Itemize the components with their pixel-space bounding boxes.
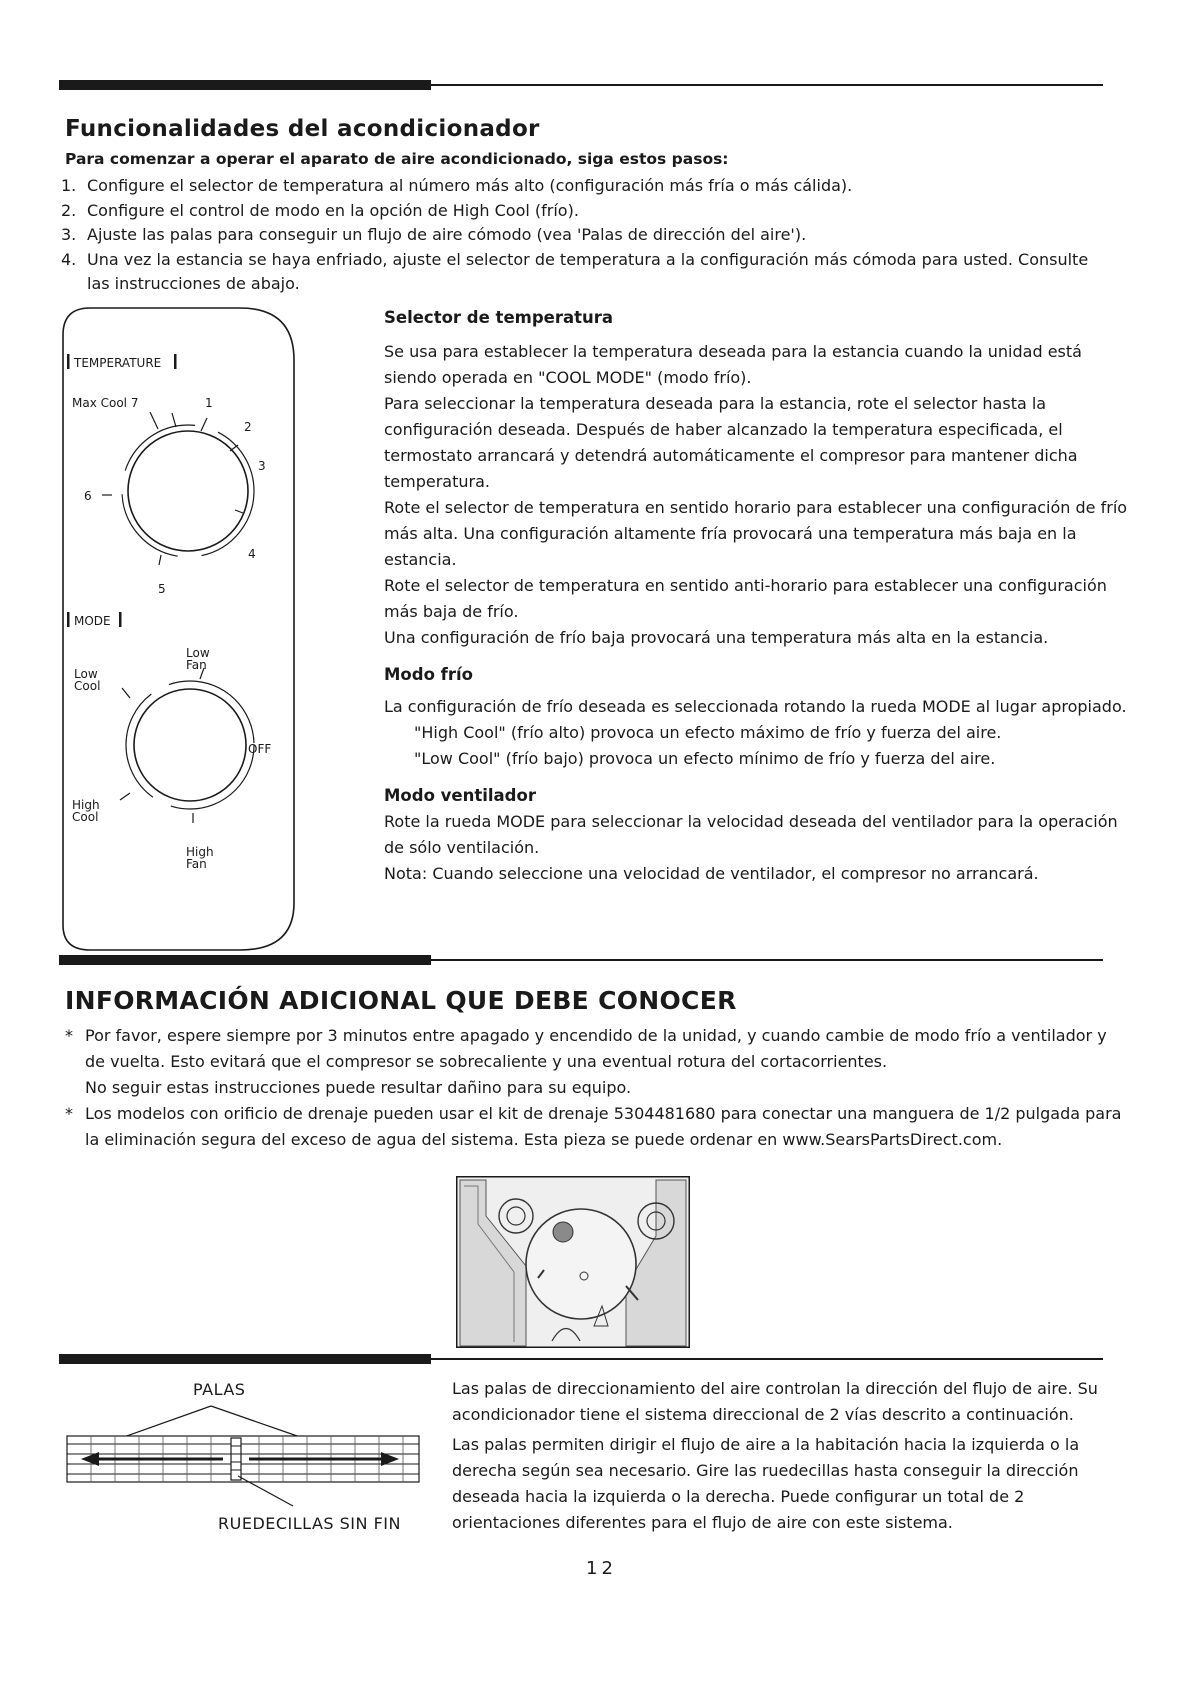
cool-mode-item: "Low Cool" (frío bajo) provoca un efecto mínimo de frío y fuerza del aire. [414,749,996,768]
temp-selector-paragraph: Rote el selector de temperatura en sentido anti-horario para establecer una configuración más baja de frío. [384,576,1107,621]
cool-mode-item: "High Cool" (frío alto) provoca un efecto máximo de frío y fuerza del aire. [414,723,1002,742]
temp-tick-2: 2 [244,420,252,434]
mode-dial [134,689,246,801]
step-item: 2. Configure el control de modo en la opción de High Cool (frío). [61,200,579,220]
temp-selector-block [384,308,1129,887]
max-cool-label: Max Cool 7 [72,396,139,410]
temp-selector-paragraph: Rote el selector de temperatura en sentido horario para establecer una configuración de frío más alta. Una configuración altamente fría provocará una temperatura más baja en la estancia. [384,498,1128,569]
off-label: OFF [248,742,272,756]
fan-mode-paragraph: Rote la rueda MODE para seleccionar la velocidad deseada del ventilador para la operación de sólo ventilación. [384,812,1118,857]
louvers-text [452,1376,1132,1536]
low-fan-label: Low Fan [186,646,210,672]
temperature-dial [128,431,248,551]
louvers-illustration [63,1402,423,1512]
wheels-label: RUEDECILLAS SIN FIN [218,1514,401,1533]
info-item: * Por favor, espere siempre por 3 minutos entre apagado y encendido de la unidad, y cuando cambie de modo frío a ventilador y de vuelta. Esto evitará que el compresor se sobrecaliente y una eventual rotura del cortacorrientes. No seguir estas instrucciones puede resultar dañino para su equipo. [65,1026,1107,1097]
temp-selector-heading: Selector de temperatura [384,308,614,327]
section-lead: Para comenzar a operar el aparato de aire acondicionado, siga estos pasos: [65,150,729,168]
cool-mode-paragraph: La configuración de frío deseada es seleccionada rotando la rueda MODE al lugar apropiado. [384,697,1127,716]
temp-selector-paragraph: Se usa para establecer la temperatura deseada para la estancia cuando la unidad está siendo operada en "COOL MODE" (modo frío). [384,342,1082,387]
temperature-label: TEMPERATURE [74,356,162,370]
fan-mode-note: Nota: Cuando seleccione una velocidad de ventilador, el compresor no arrancará. [384,864,1039,883]
cool-mode-heading: Modo frío [384,665,473,684]
additional-info-title: INFORMACIÓN ADICIONAL QUE DEBE CONOCER [65,986,737,1015]
temp-tick-5: 5 [158,582,166,596]
info-item: * Los modelos con orificio de drenaje pueden usar el kit de drenaje 5304481680 para conectar una manguera de 1/2 pulgada para la eliminación segura del exceso de agua del sistema. Esta pieza se puede ordenar en www.SearsPartsDirect.com. [65,1104,1122,1149]
bottom-thin-rule [59,1358,1103,1360]
temp-tick-4: 4 [248,547,256,561]
page-number: 12 [586,1558,617,1579]
louvers-paragraph: Las palas permiten dirigir el flujo de aire a la habitación hacia la izquierda o la derecha según sea necesario. Gire las ruedecillas hasta conseguir la dirección deseada hacia la izquierda o la derecha. Puede configurar un total de 2 orientaciones diferentes para el flujo de aire con este sistema. [452,1435,1080,1532]
high-cool-label: High Cool [72,798,100,824]
drain-kit-photo [456,1176,690,1348]
control-panel-illustration [60,305,300,953]
setup-steps [61,174,1121,297]
temp-tick-1: 1 [205,396,213,410]
section-title: Funcionalidades del acondicionador [65,116,540,142]
mode-label: MODE [74,614,111,628]
louvers-paragraph: Las palas de direccionamiento del aire controlan la dirección del flujo de aire. Su acondicionador tiene el sistema direccional de 2 vías descrito a continuación. [452,1379,1098,1424]
step-item: 4. Una vez la estancia se haya enfriado, ajuste el selector de temperatura a la configuración más cómoda para usted. Consulte las instrucciones de abajo. [61,249,1089,293]
middle-thin-rule [59,959,1103,961]
additional-info-list [65,1023,1125,1153]
fan-mode-heading: Modo ventilador [384,786,536,805]
palas-label: PALAS [193,1380,246,1399]
temp-tick-3: 3 [258,459,266,473]
top-thin-rule [59,84,1103,86]
low-cool-label: Low Cool [74,667,101,693]
temp-selector-paragraph: Para seleccionar la temperatura deseada para la estancia, rote el selector hasta la configuración deseada. Después de haber alcanzado la temperatura especificada, el termostato arrancará y detendrá automáticamente el compresor para mantener dicha temperatura. [384,394,1078,491]
step-item: 3. Ajuste las palas para conseguir un flujo de aire cómodo (vea 'Palas de dirección del aire'). [61,225,807,244]
high-fan-label: High Fan [186,845,214,871]
temp-tick-6: 6 [84,489,92,503]
step-item: 1. Configure el selector de temperatura al número más alto (configuración más fría o más cálida). [61,176,853,195]
temp-selector-paragraph: Una configuración de frío baja provocará una temperatura más alta en la estancia. [384,628,1049,647]
